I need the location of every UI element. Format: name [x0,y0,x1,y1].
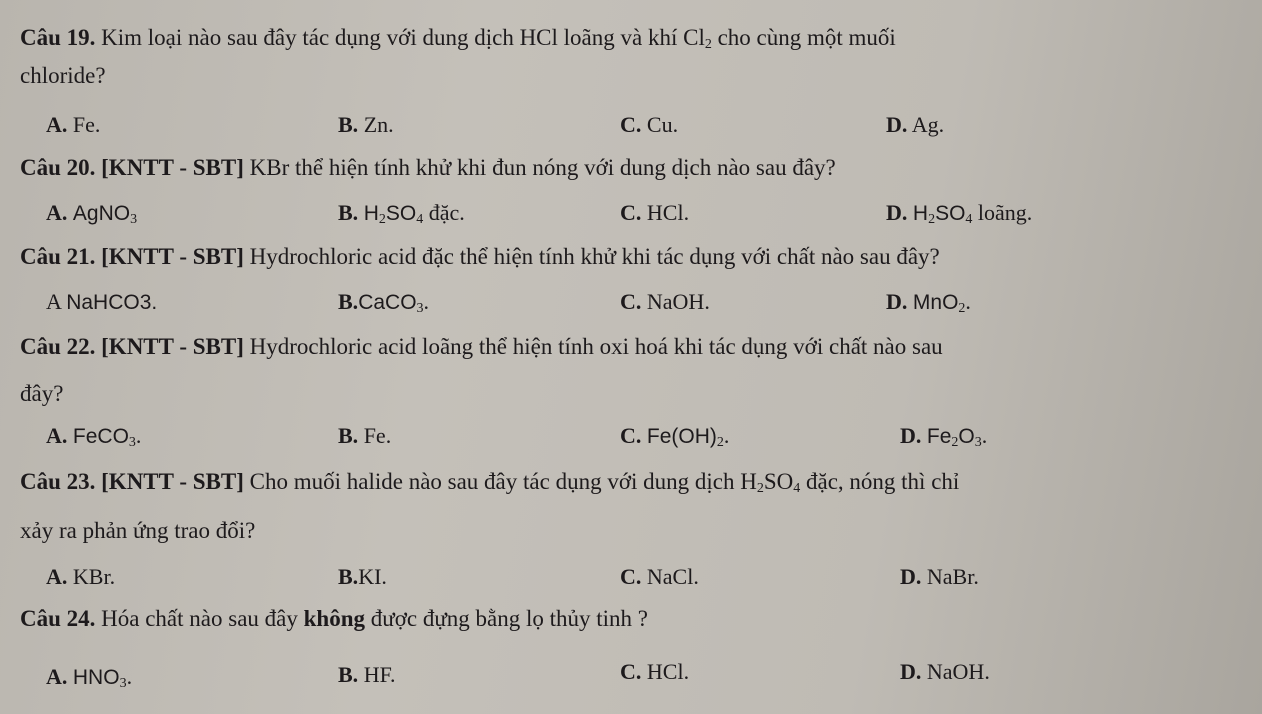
question-number: Câu 19. [20,25,96,50]
option-text: Fe. [363,423,392,448]
option-tail: . [981,423,988,448]
option-letter: A [46,289,61,314]
option-text: NaHCO3. [66,291,158,314]
question-text: KBr thể hiện tính khử khi đun nóng với dung dịch nào sau đây? [249,155,836,180]
option-letter: A. [46,664,68,689]
question-24-line1 [20,605,648,633]
subscript: 2 [951,435,959,450]
question-text: Hóa chất nào sau đây [101,606,304,631]
option-letter: D. [900,659,922,684]
option-text: Fe. [72,112,101,137]
option-24-c [620,658,689,686]
option-19-c [620,111,678,139]
subscript-2: 4 [793,481,801,496]
subscript: 2 [704,37,712,52]
option-text: HCl. [646,200,690,225]
option-tail: . [126,664,133,689]
option-letter: C. [620,423,642,448]
option-22-b [338,422,391,450]
option-letter: D. [886,200,908,225]
option-letter: B. [338,289,359,314]
option-21-b [338,288,429,317]
option-21-d [886,288,971,317]
option-text: KBr. [72,564,116,589]
option-letter: C. [620,564,642,589]
option-letter: D. [886,289,908,314]
option-text: HCl. [646,659,690,684]
question-22-line1 [20,333,943,361]
option-letter: A. [46,564,68,589]
option-text: Fe(OH) [646,425,717,448]
option-tail: . [965,289,971,314]
option-text-2: O [958,425,975,448]
option-letter: C. [620,200,642,225]
option-19-a [46,111,100,139]
option-21-a [46,288,157,317]
option-20-b [338,199,465,228]
option-tail: đặc. [423,200,465,225]
subscript-2: 3 [974,435,982,450]
option-text: Zn. [363,112,394,137]
subscript: 2 [928,212,936,227]
option-tail: loãng. [972,200,1033,225]
question-text: Kim loại nào sau đây tác dụng với dung dịch HCl loãng và khí Cl [101,25,705,50]
option-text: Ag. [911,112,945,137]
option-text: H [363,202,379,225]
option-tail: . [723,423,730,448]
option-letter: B. [338,564,359,589]
subscript: 3 [119,676,127,691]
option-21-c [620,288,710,316]
subscript-2: 4 [416,212,424,227]
question-number: Câu 21. [KNTT - SBT] [20,244,244,269]
question-text: Hydrochloric acid đặc thể hiện tính khử khi tác dụng với chất nào sau đây? [249,244,940,269]
option-24-b [338,661,396,689]
option-19-b [338,111,394,139]
question-text-end: được đựng bằng lọ thủy tinh ? [364,606,649,631]
question-20-line1 [20,154,836,182]
option-letter: C. [620,289,642,314]
option-letter: A. [46,112,68,137]
question-text: đây? [20,381,64,406]
option-text: H [912,202,929,225]
question-number: Câu 23. [KNTT - SBT] [20,469,244,494]
option-letter: C. [620,659,642,684]
question-23-line2 [20,517,255,545]
option-text: HF. [363,662,396,687]
subscript: 2 [958,301,966,316]
option-text: CaCO [358,291,417,314]
option-letter: D. [886,112,908,137]
option-text-2: SO [935,202,966,225]
option-23-d [900,563,979,591]
option-letter: A. [46,200,68,225]
subscript-2: 4 [965,212,973,227]
option-letter: D. [900,423,922,448]
option-letter: D. [900,564,922,589]
option-letter: B. [338,200,359,225]
option-tail: . [423,289,430,314]
option-text-2: SO [385,202,417,225]
option-letter: C. [620,112,642,137]
question-text-emphasis: không [303,606,365,631]
option-23-c [620,563,699,591]
option-text: Cu. [646,112,679,137]
option-20-d [886,199,1032,228]
question-text: Hydrochloric acid loãng thể hiện tính oxi hoá khi tác dụng với chất nào sau [249,334,943,359]
option-letter: B. [338,112,359,137]
option-text: KI. [358,564,387,589]
option-text: FeCO [72,425,129,448]
subscript: 2 [756,481,764,496]
option-24-d [900,658,990,686]
question-text-end: đặc, nóng thì chỉ [800,469,960,494]
question-text-end: cho cùng một muối [711,25,896,50]
question-text: chloride? [20,63,106,88]
option-20-c [620,199,689,227]
option-text: NaBr. [926,564,979,589]
option-letter: B. [338,423,359,448]
option-text: NaOH. [646,289,710,314]
question-19-line2 [20,62,106,90]
question-19-line1 [20,24,896,52]
subscript: 2 [716,435,724,450]
question-number: Câu 20. [KNTT - SBT] [20,155,244,180]
question-text-mid: SO [763,469,794,494]
question-22-line2 [20,380,63,408]
question-number: Câu 24. [20,606,96,631]
question-text: Cho muối halide nào sau đây tác dụng với dung dịch H [249,469,757,494]
option-22-d [900,422,987,451]
question-21-line1 [20,243,940,271]
option-20-a [46,199,137,228]
option-24-a [46,663,132,692]
option-letter: B. [338,662,359,687]
option-tail: . [135,423,142,448]
option-text: Fe [926,425,952,448]
question-text: xảy ra phản ứng trao đổi? [20,518,256,543]
option-23-b [338,563,387,591]
option-23-a [46,563,115,591]
question-number: Câu 22. [KNTT - SBT] [20,334,244,359]
subscript: 3 [128,435,136,450]
option-text: NaOH. [926,659,990,684]
option-text: HNO [72,666,120,689]
option-letter: A. [46,423,68,448]
option-text: AgNO [72,202,131,225]
subscript: 3 [416,301,424,316]
option-text: NaCl. [646,564,699,589]
option-19-d [886,111,944,139]
option-22-c [620,422,729,451]
subscript: 3 [130,212,138,227]
option-22-a [46,422,141,451]
question-23-line1 [20,468,959,496]
option-text: MnO [912,291,959,314]
subscript: 2 [378,212,386,227]
